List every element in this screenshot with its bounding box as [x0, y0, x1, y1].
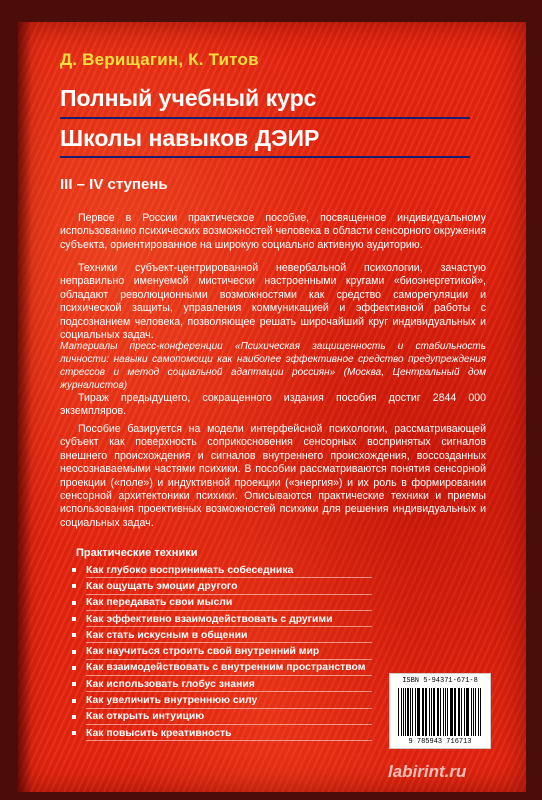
spine-shadow — [18, 22, 32, 792]
list-item: Как эффективно взаимодействовать с другими — [72, 611, 372, 627]
paragraph-circulation: Тираж предыдущего, сокращенного издания пособия достиг 2844 000 экземпляров. — [60, 392, 486, 418]
press-quote: Материалы пресс-конференции «Психическая защищенность и стабильность личности: навыки самопомощи как наиболее эффективное средство предупреждения стрессов и метод социальной адаптации россиян» (Москва, Центральный дом журналистов) — [60, 341, 486, 391]
bullet-icon — [72, 601, 76, 605]
title-underline-1 — [60, 117, 470, 119]
barcode-icon — [398, 688, 482, 736]
list-item: Как взаимодействовать с внутренним пространством — [72, 660, 372, 676]
bullet-icon — [72, 682, 76, 686]
title-line-1: Полный учебный курс — [60, 85, 317, 111]
bullet-icon — [72, 584, 76, 588]
paragraph-model: Пособие базируется на модели интерфейсной психологии, рассматривающей субъект как поверхность соприкосновения сенсорных воспринятых сигналов внешнего происхождения и сигналов внутреннего происхождения, воссозданных неосознаваемыми частями психики. В пособии рассматриваются понятия сенсорной проекции («поле») и индуктивной проекции («энергия») и их роль в формировании сенсорной архитектоники психики. Описываются практические техники и приемы использования проективных возможностей психики для решения индивидуальных и социальных задач. — [60, 423, 486, 529]
list-item: Как повысить креативность — [72, 725, 372, 741]
list-item: Как ощущать эмоции другого — [72, 578, 372, 594]
techniques-list — [72, 562, 372, 741]
watermark: labirint.ru — [388, 762, 467, 781]
list-item: Как глубоко воспринимать собеседника — [72, 562, 372, 578]
paragraph-techniques: Техники субъект-центрированной невербальной психологии, зачастую неправильно именуемой мистически настроенными кругами «биоэнергетикой», обладают революционными возможностями как средство саморегуляции и психической защиты, управления коммуникацией и эффективной работы с подсознанием человека, позволяющее решать широчайший круг индивидуальных и социальных задач. — [60, 262, 486, 342]
list-item: Как увеличить внутреннюю силу — [72, 692, 372, 708]
authors: Д. Верищагин, К. Титов — [60, 50, 259, 69]
barcode-number: 9 785943 716713 — [408, 738, 472, 746]
bullet-icon — [72, 666, 76, 670]
paragraph-intro: Первое в России практическое пособие, посвященное индивидуальному использованию психических возможностей человека в области сенсорного окружения субъекта, ориентированное на широкую социально активную аудиторию. — [60, 212, 486, 251]
title-underline-2 — [60, 156, 470, 158]
bullet-icon — [72, 699, 76, 703]
isbn-text: ISBN 5-94371-671-8 — [402, 677, 478, 685]
techniques-title: Практические техники — [76, 547, 198, 559]
list-item: Как передавать свои мысли — [72, 595, 372, 611]
bullet-icon — [72, 617, 76, 621]
bullet-icon — [72, 633, 76, 637]
bullet-icon — [72, 650, 76, 654]
bullet-icon — [72, 731, 76, 735]
list-item: Как использовать глобус знания — [72, 676, 372, 692]
bullet-icon — [72, 715, 76, 719]
title-line-2: Школы навыков ДЭИР — [60, 125, 320, 151]
list-item: Как научиться строить свой внутренний мир — [72, 643, 372, 659]
list-item: Как стать искусным в общении — [72, 627, 372, 643]
list-item: Как открыть интуицию — [72, 709, 372, 725]
stage-label: III – IV ступень — [60, 176, 168, 193]
bullet-icon — [72, 568, 76, 572]
barcode-box — [389, 673, 491, 749]
